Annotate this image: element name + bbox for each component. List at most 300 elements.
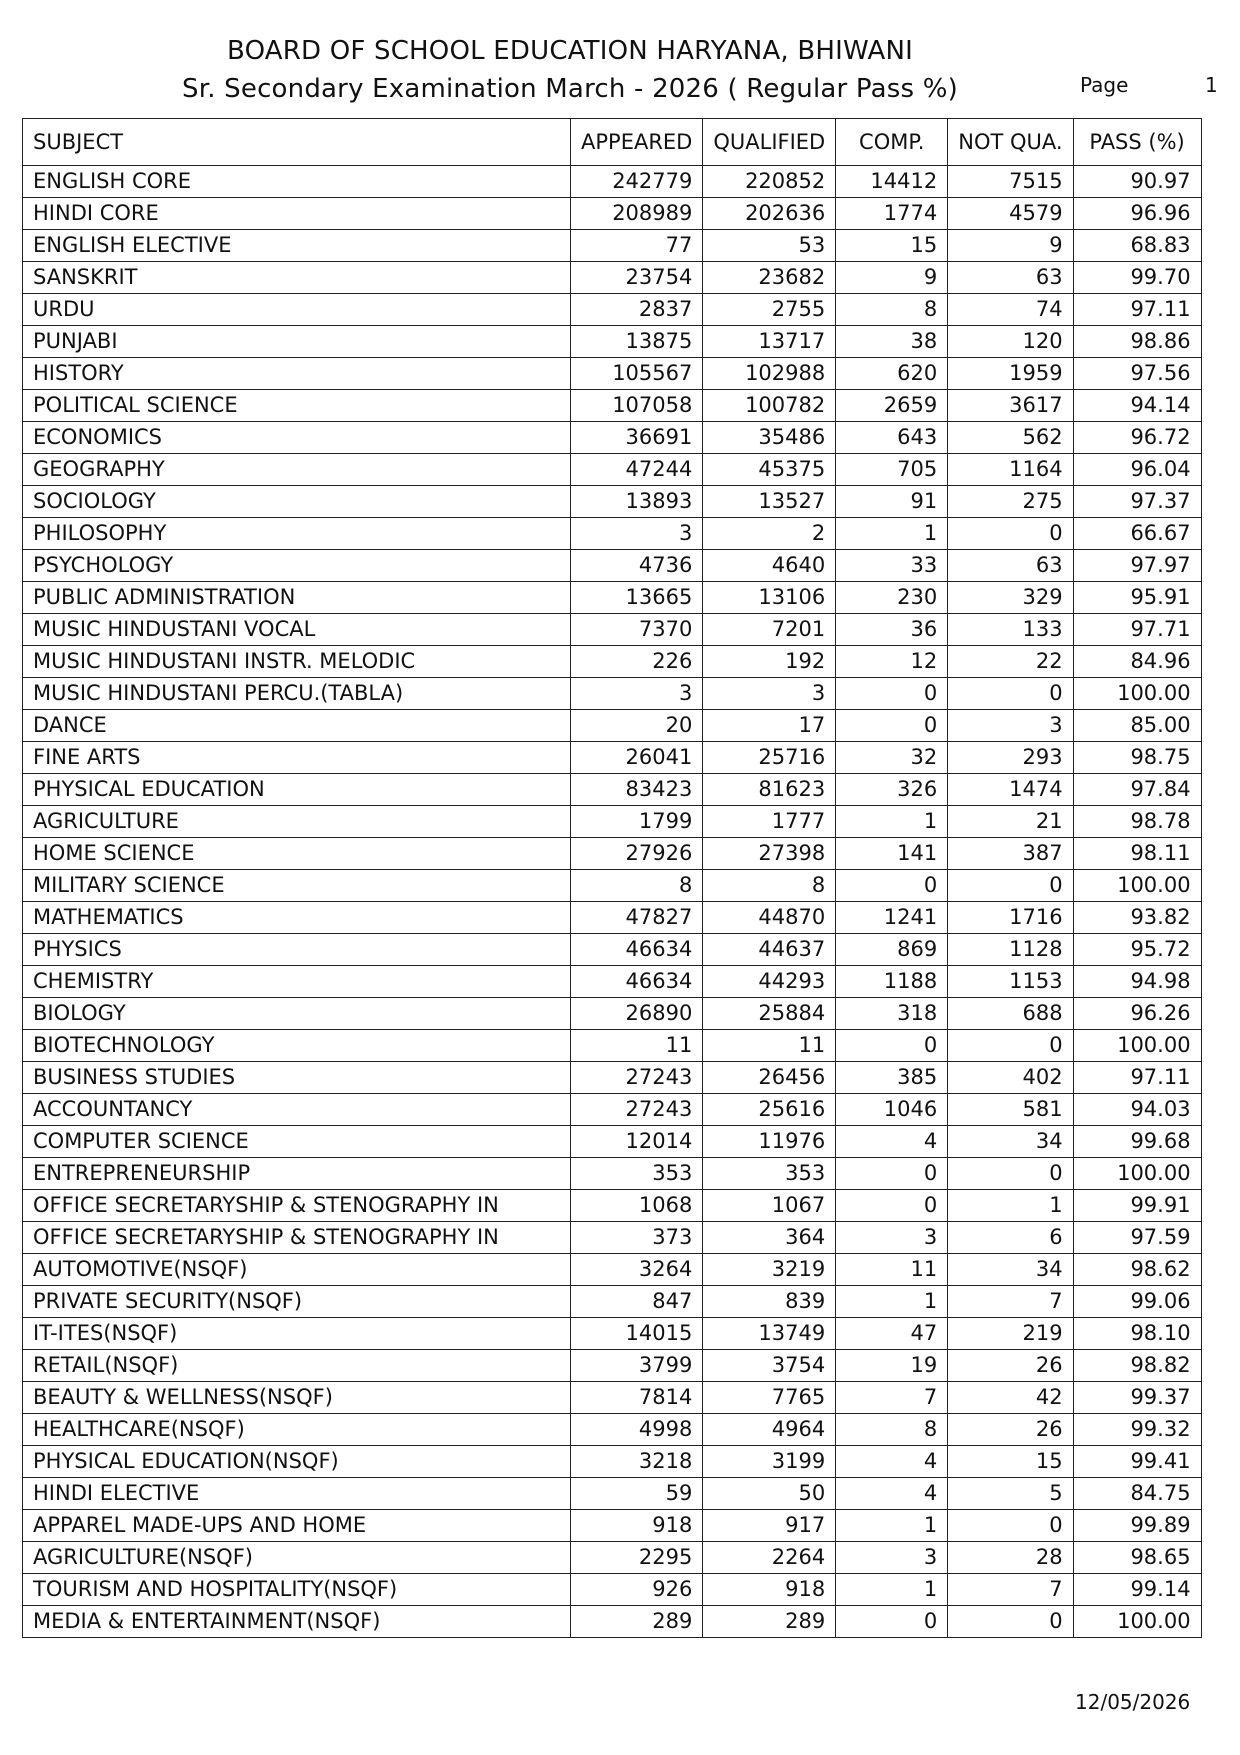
table-row	[23, 1030, 1202, 1062]
subject-cell: POLITICAL SCIENCE	[23, 390, 571, 422]
comp-cell: 33	[836, 550, 948, 582]
subject-cell: BEAUTY & WELLNESS(NSQF)	[23, 1382, 571, 1414]
table-row	[23, 902, 1202, 934]
pass-pct-cell: 97.56	[1073, 358, 1201, 390]
appeared-cell: 2295	[571, 1542, 703, 1574]
appeared-cell: 26890	[571, 998, 703, 1030]
comp-cell: 3	[836, 1542, 948, 1574]
comp-cell: 47	[836, 1318, 948, 1350]
appeared-cell: 3264	[571, 1254, 703, 1286]
pass-pct-cell: 99.68	[1073, 1126, 1201, 1158]
col-header-appeared: APPEARED	[571, 119, 703, 166]
appeared-cell: 3	[571, 678, 703, 710]
pass-pct-cell: 100.00	[1073, 1606, 1201, 1638]
table-row	[23, 646, 1202, 678]
not-qua-cell: 3617	[948, 390, 1073, 422]
pass-pct-cell: 98.75	[1073, 742, 1201, 774]
appeared-cell: 289	[571, 1606, 703, 1638]
table-row	[23, 998, 1202, 1030]
appeared-cell: 242779	[571, 166, 703, 198]
not-qua-cell: 28	[948, 1542, 1073, 1574]
qualified-cell: 13527	[703, 486, 836, 518]
col-header-subject: SUBJECT	[23, 119, 571, 166]
appeared-cell: 26041	[571, 742, 703, 774]
table-row	[23, 550, 1202, 582]
pass-pct-cell: 99.14	[1073, 1574, 1201, 1606]
qualified-cell: 100782	[703, 390, 836, 422]
qualified-cell: 81623	[703, 774, 836, 806]
qualified-cell: 11976	[703, 1126, 836, 1158]
not-qua-cell: 1128	[948, 934, 1073, 966]
pass-pct-cell: 97.71	[1073, 614, 1201, 646]
not-qua-cell: 329	[948, 582, 1073, 614]
comp-cell: 326	[836, 774, 948, 806]
pass-pct-cell: 99.91	[1073, 1190, 1201, 1222]
pass-pct-cell: 97.97	[1073, 550, 1201, 582]
report-date: 12/05/2026	[1075, 1690, 1191, 1714]
table-row	[23, 486, 1202, 518]
not-qua-cell: 120	[948, 326, 1073, 358]
appeared-cell: 27243	[571, 1094, 703, 1126]
appeared-cell: 77	[571, 230, 703, 262]
appeared-cell: 373	[571, 1222, 703, 1254]
board-title: BOARD OF SCHOOL EDUCATION HARYANA, BHIWANI	[226, 36, 914, 66]
results-table	[22, 118, 1202, 1638]
pass-pct-cell: 96.72	[1073, 422, 1201, 454]
not-qua-cell: 15	[948, 1446, 1073, 1478]
not-qua-cell: 562	[948, 422, 1073, 454]
col-header-not-qua: NOT QUA.	[948, 119, 1073, 166]
not-qua-cell: 6	[948, 1222, 1073, 1254]
table-row	[23, 230, 1202, 262]
qualified-cell: 53	[703, 230, 836, 262]
subject-cell: BUSINESS STUDIES	[23, 1062, 571, 1094]
not-qua-cell: 293	[948, 742, 1073, 774]
qualified-cell: 839	[703, 1286, 836, 1318]
exam-title: Sr. Secondary Examination March - 2026 ( Regular Pass %)	[182, 74, 958, 104]
subject-cell: AGRICULTURE(NSQF)	[23, 1542, 571, 1574]
comp-cell: 869	[836, 934, 948, 966]
appeared-cell: 208989	[571, 198, 703, 230]
not-qua-cell: 0	[948, 1158, 1073, 1190]
pass-pct-cell: 99.89	[1073, 1510, 1201, 1542]
qualified-cell: 8	[703, 870, 836, 902]
appeared-cell: 8	[571, 870, 703, 902]
pass-pct-cell: 97.11	[1073, 1062, 1201, 1094]
qualified-cell: 7765	[703, 1382, 836, 1414]
subject-cell: FINE ARTS	[23, 742, 571, 774]
not-qua-cell: 63	[948, 550, 1073, 582]
comp-cell: 12	[836, 646, 948, 678]
comp-cell: 8	[836, 1414, 948, 1446]
subject-cell: OFFICE SECRETARYSHIP & STENOGRAPHY IN	[23, 1190, 571, 1222]
appeared-cell: 46634	[571, 966, 703, 998]
appeared-cell: 926	[571, 1574, 703, 1606]
not-qua-cell: 0	[948, 1606, 1073, 1638]
comp-cell: 11	[836, 1254, 948, 1286]
not-qua-cell: 4579	[948, 198, 1073, 230]
appeared-cell: 7814	[571, 1382, 703, 1414]
comp-cell: 2659	[836, 390, 948, 422]
subject-cell: HEALTHCARE(NSQF)	[23, 1414, 571, 1446]
pass-pct-cell: 100.00	[1073, 1030, 1201, 1062]
pass-pct-cell: 97.11	[1073, 294, 1201, 326]
qualified-cell: 3754	[703, 1350, 836, 1382]
appeared-cell: 12014	[571, 1126, 703, 1158]
col-header-comp: COMP.	[836, 119, 948, 166]
pass-pct-cell: 96.26	[1073, 998, 1201, 1030]
pass-pct-cell: 96.96	[1073, 198, 1201, 230]
table-row	[23, 1190, 1202, 1222]
not-qua-cell: 26	[948, 1414, 1073, 1446]
qualified-cell: 2	[703, 518, 836, 550]
pass-pct-cell: 97.37	[1073, 486, 1201, 518]
qualified-cell: 44637	[703, 934, 836, 966]
pass-pct-cell: 100.00	[1073, 1158, 1201, 1190]
not-qua-cell: 0	[948, 1030, 1073, 1062]
appeared-cell: 14015	[571, 1318, 703, 1350]
appeared-cell: 847	[571, 1286, 703, 1318]
comp-cell: 620	[836, 358, 948, 390]
subject-cell: COMPUTER SCIENCE	[23, 1126, 571, 1158]
not-qua-cell: 1	[948, 1190, 1073, 1222]
table-row	[23, 1158, 1202, 1190]
subject-cell: GEOGRAPHY	[23, 454, 571, 486]
appeared-cell: 4736	[571, 550, 703, 582]
pass-pct-cell: 99.70	[1073, 262, 1201, 294]
table-header-row	[23, 119, 1202, 166]
pass-pct-cell: 95.91	[1073, 582, 1201, 614]
subject-cell: HINDI ELECTIVE	[23, 1478, 571, 1510]
appeared-cell: 47827	[571, 902, 703, 934]
qualified-cell: 26456	[703, 1062, 836, 1094]
not-qua-cell: 42	[948, 1382, 1073, 1414]
not-qua-cell: 26	[948, 1350, 1073, 1382]
comp-cell: 230	[836, 582, 948, 614]
not-qua-cell: 688	[948, 998, 1073, 1030]
col-header-qualified: QUALIFIED	[703, 119, 836, 166]
table-row	[23, 1254, 1202, 1286]
not-qua-cell: 7515	[948, 166, 1073, 198]
not-qua-cell: 0	[948, 518, 1073, 550]
subject-cell: MILITARY SCIENCE	[23, 870, 571, 902]
subject-cell: CHEMISTRY	[23, 966, 571, 998]
subject-cell: MUSIC HINDUSTANI PERCU.(TABLA)	[23, 678, 571, 710]
appeared-cell: 83423	[571, 774, 703, 806]
table-row	[23, 1574, 1202, 1606]
appeared-cell: 7370	[571, 614, 703, 646]
table-row	[23, 582, 1202, 614]
subject-cell: AGRICULTURE	[23, 806, 571, 838]
comp-cell: 0	[836, 678, 948, 710]
qualified-cell: 13106	[703, 582, 836, 614]
table-row	[23, 358, 1202, 390]
appeared-cell: 23754	[571, 262, 703, 294]
comp-cell: 1046	[836, 1094, 948, 1126]
not-qua-cell: 0	[948, 870, 1073, 902]
not-qua-cell: 133	[948, 614, 1073, 646]
not-qua-cell: 63	[948, 262, 1073, 294]
qualified-cell: 3199	[703, 1446, 836, 1478]
pass-pct-cell: 68.83	[1073, 230, 1201, 262]
comp-cell: 1241	[836, 902, 948, 934]
qualified-cell: 25884	[703, 998, 836, 1030]
subject-cell: APPAREL MADE-UPS AND HOME	[23, 1510, 571, 1542]
table-row	[23, 1350, 1202, 1382]
comp-cell: 4	[836, 1478, 948, 1510]
subject-cell: DANCE	[23, 710, 571, 742]
pass-pct-cell: 85.00	[1073, 710, 1201, 742]
not-qua-cell: 1959	[948, 358, 1073, 390]
subject-cell: PHILOSOPHY	[23, 518, 571, 550]
qualified-cell: 102988	[703, 358, 836, 390]
table-row	[23, 262, 1202, 294]
comp-cell: 705	[836, 454, 948, 486]
pass-pct-cell: 98.62	[1073, 1254, 1201, 1286]
table-row	[23, 1414, 1202, 1446]
appeared-cell: 59	[571, 1478, 703, 1510]
subject-cell: IT-ITES(NSQF)	[23, 1318, 571, 1350]
pass-pct-cell: 98.78	[1073, 806, 1201, 838]
subject-cell: OFFICE SECRETARYSHIP & STENOGRAPHY IN	[23, 1222, 571, 1254]
pass-pct-cell: 84.96	[1073, 646, 1201, 678]
appeared-cell: 36691	[571, 422, 703, 454]
comp-cell: 1	[836, 806, 948, 838]
subject-cell: AUTOMOTIVE(NSQF)	[23, 1254, 571, 1286]
table-row	[23, 1318, 1202, 1350]
subject-cell: MUSIC HINDUSTANI VOCAL	[23, 614, 571, 646]
pass-pct-cell: 66.67	[1073, 518, 1201, 550]
table-row	[23, 966, 1202, 998]
not-qua-cell: 1164	[948, 454, 1073, 486]
pass-pct-cell: 94.98	[1073, 966, 1201, 998]
subject-cell: SOCIOLOGY	[23, 486, 571, 518]
pass-pct-cell: 98.10	[1073, 1318, 1201, 1350]
subject-cell: ENGLISH CORE	[23, 166, 571, 198]
qualified-cell: 13749	[703, 1318, 836, 1350]
table-row	[23, 710, 1202, 742]
pass-pct-cell: 100.00	[1073, 678, 1201, 710]
appeared-cell: 1068	[571, 1190, 703, 1222]
qualified-cell: 4640	[703, 550, 836, 582]
comp-cell: 91	[836, 486, 948, 518]
comp-cell: 0	[836, 710, 948, 742]
appeared-cell: 3	[571, 518, 703, 550]
subject-cell: MATHEMATICS	[23, 902, 571, 934]
pass-pct-cell: 84.75	[1073, 1478, 1201, 1510]
not-qua-cell: 21	[948, 806, 1073, 838]
comp-cell: 1	[836, 518, 948, 550]
table-row	[23, 678, 1202, 710]
appeared-cell: 4998	[571, 1414, 703, 1446]
comp-cell: 4	[836, 1126, 948, 1158]
not-qua-cell: 74	[948, 294, 1073, 326]
subject-cell: ACCOUNTANCY	[23, 1094, 571, 1126]
table-body	[23, 166, 1202, 1638]
qualified-cell: 918	[703, 1574, 836, 1606]
qualified-cell: 4964	[703, 1414, 836, 1446]
comp-cell: 1	[836, 1574, 948, 1606]
subject-cell: PUBLIC ADMINISTRATION	[23, 582, 571, 614]
comp-cell: 385	[836, 1062, 948, 1094]
subject-cell: PHYSICAL EDUCATION(NSQF)	[23, 1446, 571, 1478]
comp-cell: 1774	[836, 198, 948, 230]
col-header-pass-pct: PASS (%)	[1073, 119, 1201, 166]
qualified-cell: 7201	[703, 614, 836, 646]
appeared-cell: 1799	[571, 806, 703, 838]
appeared-cell: 11	[571, 1030, 703, 1062]
qualified-cell: 23682	[703, 262, 836, 294]
table-row	[23, 198, 1202, 230]
qualified-cell: 2264	[703, 1542, 836, 1574]
not-qua-cell: 9	[948, 230, 1073, 262]
comp-cell: 36	[836, 614, 948, 646]
subject-cell: PUNJABI	[23, 326, 571, 358]
table-row	[23, 166, 1202, 198]
subject-cell: MEDIA & ENTERTAINMENT(NSQF)	[23, 1606, 571, 1638]
comp-cell: 9	[836, 262, 948, 294]
subject-cell: BIOTECHNOLOGY	[23, 1030, 571, 1062]
subject-cell: ENGLISH ELECTIVE	[23, 230, 571, 262]
subject-cell: ENTREPRENEURSHIP	[23, 1158, 571, 1190]
pass-pct-cell: 94.03	[1073, 1094, 1201, 1126]
qualified-cell: 17	[703, 710, 836, 742]
table-row	[23, 1510, 1202, 1542]
table-row	[23, 1286, 1202, 1318]
comp-cell: 3	[836, 1222, 948, 1254]
table-row	[23, 390, 1202, 422]
pass-pct-cell: 98.65	[1073, 1542, 1201, 1574]
not-qua-cell: 1474	[948, 774, 1073, 806]
subject-cell: HOME SCIENCE	[23, 838, 571, 870]
table-row	[23, 1222, 1202, 1254]
table-row	[23, 742, 1202, 774]
qualified-cell: 3219	[703, 1254, 836, 1286]
subject-cell: BIOLOGY	[23, 998, 571, 1030]
appeared-cell: 226	[571, 646, 703, 678]
qualified-cell: 220852	[703, 166, 836, 198]
table-row	[23, 1062, 1202, 1094]
pass-pct-cell: 99.06	[1073, 1286, 1201, 1318]
table-row	[23, 1126, 1202, 1158]
subject-cell: URDU	[23, 294, 571, 326]
subject-cell: RETAIL(NSQF)	[23, 1350, 571, 1382]
qualified-cell: 289	[703, 1606, 836, 1638]
not-qua-cell: 5	[948, 1478, 1073, 1510]
appeared-cell: 3799	[571, 1350, 703, 1382]
appeared-cell: 20	[571, 710, 703, 742]
qualified-cell: 35486	[703, 422, 836, 454]
subject-cell: PSYCHOLOGY	[23, 550, 571, 582]
qualified-cell: 25616	[703, 1094, 836, 1126]
table-row	[23, 1478, 1202, 1510]
table-row	[23, 518, 1202, 550]
not-qua-cell: 275	[948, 486, 1073, 518]
table-row	[23, 326, 1202, 358]
not-qua-cell: 34	[948, 1126, 1073, 1158]
pass-pct-cell: 99.32	[1073, 1414, 1201, 1446]
appeared-cell: 105567	[571, 358, 703, 390]
subject-cell: PHYSICS	[23, 934, 571, 966]
table-row	[23, 838, 1202, 870]
qualified-cell: 11	[703, 1030, 836, 1062]
qualified-cell: 2755	[703, 294, 836, 326]
comp-cell: 8	[836, 294, 948, 326]
qualified-cell: 27398	[703, 838, 836, 870]
table-row	[23, 1382, 1202, 1414]
table-row	[23, 1542, 1202, 1574]
not-qua-cell: 402	[948, 1062, 1073, 1094]
table-row	[23, 1446, 1202, 1478]
comp-cell: 0	[836, 1606, 948, 1638]
appeared-cell: 353	[571, 1158, 703, 1190]
qualified-cell: 44293	[703, 966, 836, 998]
pass-pct-cell: 98.11	[1073, 838, 1201, 870]
appeared-cell: 46634	[571, 934, 703, 966]
pass-pct-cell: 99.37	[1073, 1382, 1201, 1414]
appeared-cell: 13875	[571, 326, 703, 358]
comp-cell: 141	[836, 838, 948, 870]
qualified-cell: 202636	[703, 198, 836, 230]
qualified-cell: 44870	[703, 902, 836, 934]
not-qua-cell: 581	[948, 1094, 1073, 1126]
pass-pct-cell: 97.59	[1073, 1222, 1201, 1254]
appeared-cell: 918	[571, 1510, 703, 1542]
pass-pct-cell: 90.97	[1073, 166, 1201, 198]
pass-pct-cell: 94.14	[1073, 390, 1201, 422]
not-qua-cell: 7	[948, 1286, 1073, 1318]
appeared-cell: 107058	[571, 390, 703, 422]
subject-cell: HISTORY	[23, 358, 571, 390]
page-label: Page	[1080, 73, 1129, 97]
qualified-cell: 3	[703, 678, 836, 710]
table-row	[23, 454, 1202, 486]
subject-cell: SANSKRIT	[23, 262, 571, 294]
comp-cell: 4	[836, 1446, 948, 1478]
appeared-cell: 2837	[571, 294, 703, 326]
comp-cell: 7	[836, 1382, 948, 1414]
pass-pct-cell: 100.00	[1073, 870, 1201, 902]
pass-pct-cell: 93.82	[1073, 902, 1201, 934]
pass-pct-cell: 95.72	[1073, 934, 1201, 966]
appeared-cell: 13665	[571, 582, 703, 614]
subject-cell: PHYSICAL EDUCATION	[23, 774, 571, 806]
table-row	[23, 774, 1202, 806]
qualified-cell: 45375	[703, 454, 836, 486]
comp-cell: 1	[836, 1286, 948, 1318]
pass-pct-cell: 98.86	[1073, 326, 1201, 358]
not-qua-cell: 0	[948, 1510, 1073, 1542]
comp-cell: 0	[836, 870, 948, 902]
table-row	[23, 422, 1202, 454]
appeared-cell: 3218	[571, 1446, 703, 1478]
page-number: 1	[1205, 73, 1218, 97]
comp-cell: 38	[836, 326, 948, 358]
subject-cell: PRIVATE SECURITY(NSQF)	[23, 1286, 571, 1318]
comp-cell: 1188	[836, 966, 948, 998]
table-row	[23, 870, 1202, 902]
table-row	[23, 294, 1202, 326]
comp-cell: 0	[836, 1190, 948, 1222]
qualified-cell: 25716	[703, 742, 836, 774]
comp-cell: 32	[836, 742, 948, 774]
subject-cell: MUSIC HINDUSTANI INSTR. MELODIC	[23, 646, 571, 678]
table-row	[23, 934, 1202, 966]
qualified-cell: 50	[703, 1478, 836, 1510]
subject-cell: ECONOMICS	[23, 422, 571, 454]
qualified-cell: 1777	[703, 806, 836, 838]
comp-cell: 318	[836, 998, 948, 1030]
